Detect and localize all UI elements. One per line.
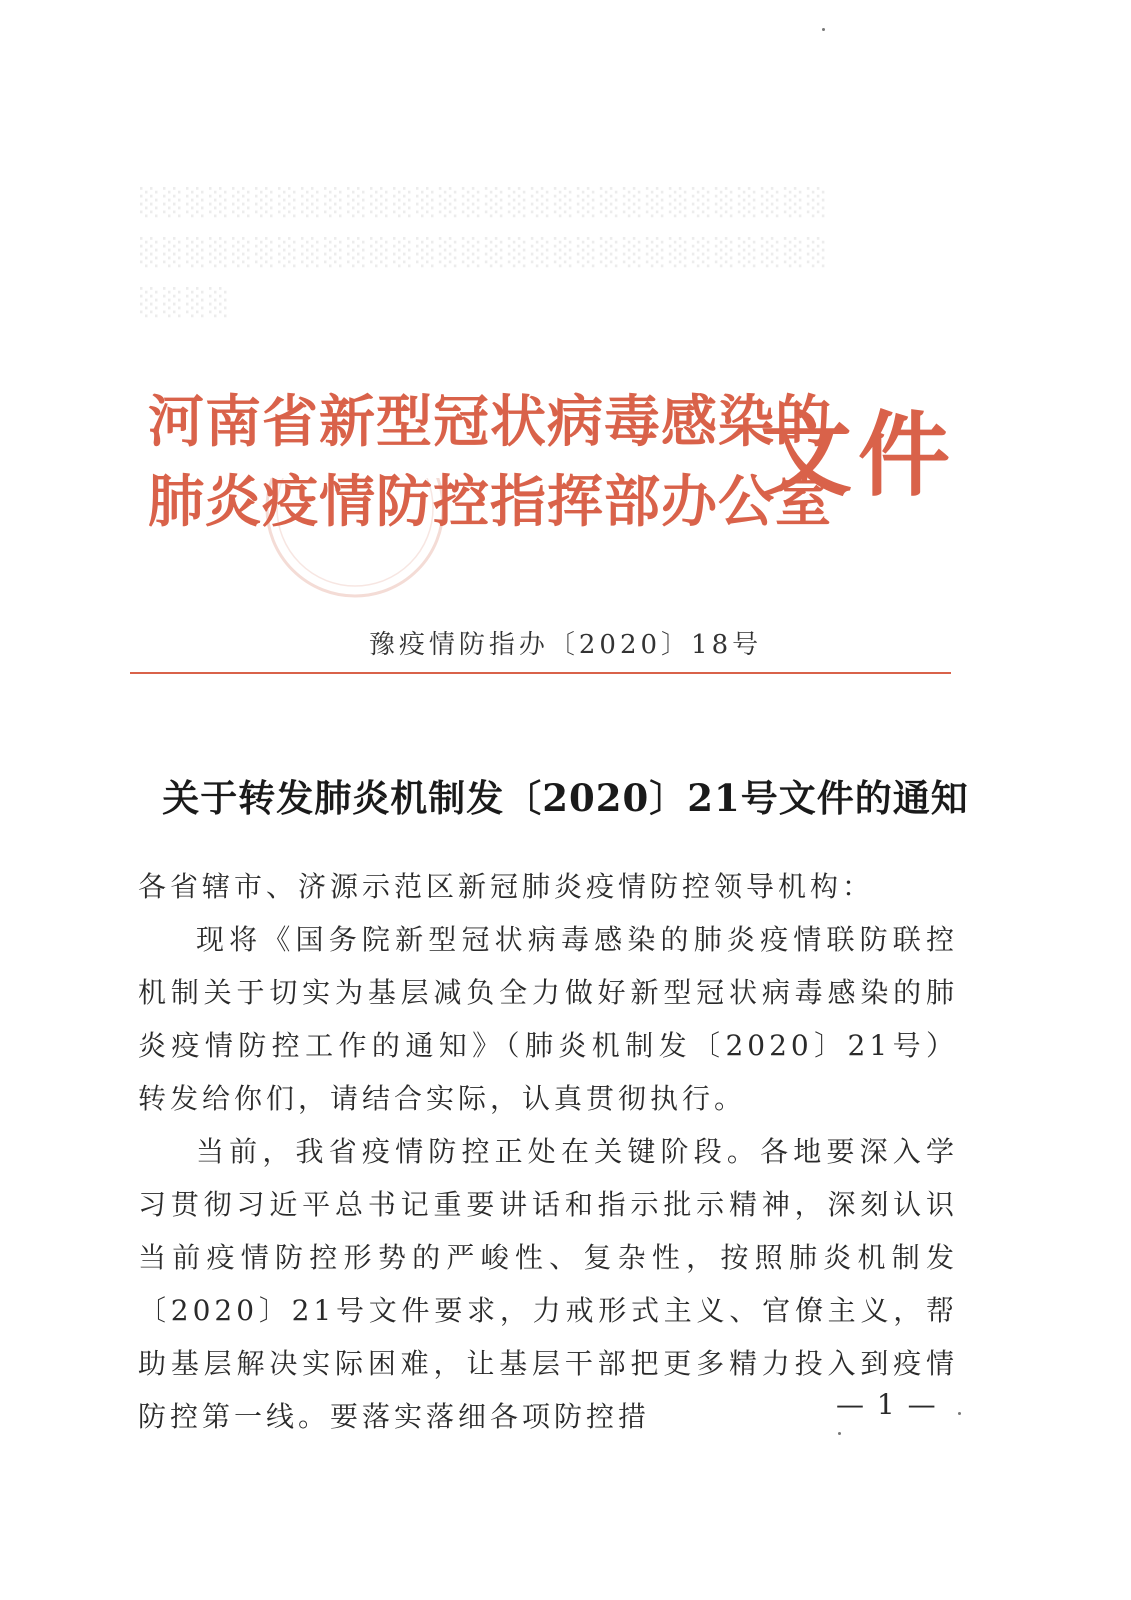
page-number: — 1 — [836, 1388, 938, 1421]
document-type-label: 文件 [760, 401, 957, 509]
document-title: 关于转发肺炎机制发〔2020〕21号文件的通知 [162, 776, 969, 820]
scan-speck [958, 1412, 961, 1415]
document-body [138, 860, 958, 1443]
paragraph-1: 现将《国务院新型冠状病毒感染的肺炎疫情联防联控机制关于切实为基层减负全力做好新型冠状病毒感染的肺炎疫情防控工作的通知》（肺炎机制发〔2020〕21号）转发给你们，请结合实际，认真贯彻执行。 [138, 923, 958, 1115]
issuing-organization [148, 382, 832, 542]
document-number: 豫疫情防指办〔2020〕18号 [368, 630, 763, 660]
document-header [148, 382, 957, 542]
bleed-through-text: ░░░░░░░░░░░░░░░░░░░░░░░░░░░░░░ ░░░░░░░░░░░░░░░░░░░░░░░░░░░░░░ ░░░░ [140, 188, 830, 318]
org-line-1: 河南省新型冠状病毒感染的 [148, 389, 832, 455]
org-line-2: 肺炎疫情防控指挥部办公室 [148, 469, 832, 535]
paragraph-2: 当前，我省疫情防控正处在关键阶段。各地要深入学习贯彻习近平总书记重要讲话和指示批示精神，深刻认识当前疫情防控形势的严峻性、复杂性，按照肺炎机制发〔2020〕21号文件要求，力戒形式主义、官僚主义，帮助基层解决实际困难，让基层干部把更多精力投入到疫情防控第一线。要落实落细各项防控措 [138, 1135, 958, 1433]
addressee: 各省辖市、济源示范区新冠肺炎疫情防控领导机构： [138, 870, 875, 903]
scan-speck [822, 28, 825, 31]
scan-speck [838, 1432, 841, 1435]
header-divider [130, 672, 951, 674]
